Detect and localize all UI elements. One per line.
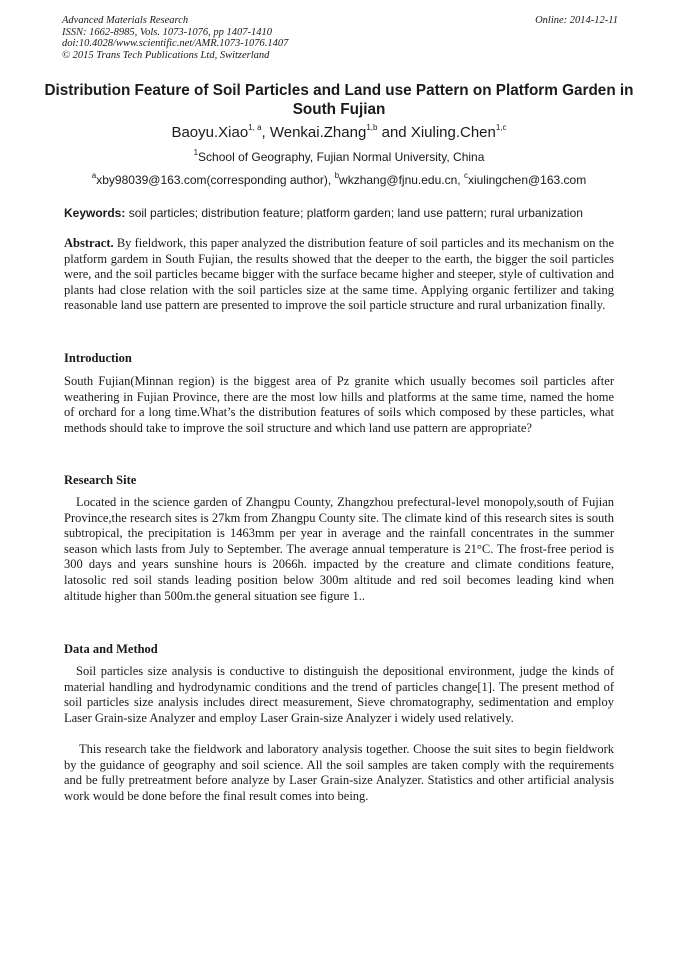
keywords <box>64 206 616 220</box>
affiliation <box>40 150 638 164</box>
data-method-paragraph-2: This research take the fieldwork and laboratory analysis together. Choose the suit sites to begin fieldwork by the guidance of geography and soil science. All the soil samples are taken comply with the requirements and be fully pretreatment before analyze by Laser Grain-size Analyzer. Statistics and other artificial analysis work would be done before the final result comes into being. <box>64 742 614 803</box>
author-name: Wenkai.Zhang <box>269 124 367 141</box>
author-name: Xiuling.Chen <box>410 124 496 141</box>
email-superscript: a <box>91 171 97 180</box>
online-date: Online: 2014-12-11 <box>535 15 618 26</box>
abstract-text: By fieldwork, this paper analyzed the distribution feature of soil particles and its mechanism on the platform gardem in South Fujian, the results showed that the deeper to the earth, the bigger the soil particles were, and the soil particles became bigger with the surface became higher and steeper, style of cultivation and plants had close relation with the soil particles size at the same time. Applying organic fertilizer and taking reasonable land use pattern are presented to improve the soil particle structure and rural urbanization finally. <box>64 236 614 313</box>
author-separator: and <box>377 124 411 141</box>
author-separator: , <box>261 124 270 141</box>
data-method-paragraph-1: Soil particles size analysis is conductive to distinguish the depositional environment, judge the kinds of material handling and hydrodynamic conditions and the trend of particles change[1]. The present method of soil particles size analysis includes direct measurement, Sieve chromatography, sedimentation and employ Laser Grain-size Analyzer and employ Laser Grain-size Analyzer i widely used relatively. <box>64 664 614 725</box>
copyright-line: © 2015 Trans Tech Publications Ltd, Switzerland <box>62 49 270 61</box>
research-site-text: Located in the science garden of Zhangpu County, Zhangzhou prefectural-level monopoly,south of Fujian Province,the research sites is 27km from Zhangpu County site. The climate kind of this research sites is south subtropical, the precipitation is 1463mm per year in average and the rainfall concentrates in the summer season which lasts from July to September. The average annual temperature is 21°C. The frost-free period is 300 days and years sunshine hours is 2066h. impacted by the creature and climate conditions feature, latosolic red soil stands leading position below 300m altitude and red soil becomes leading kind when altitude higher than 500m.the general situation see figure 1.. <box>64 495 614 603</box>
affiliation-superscript: 1 <box>193 148 199 157</box>
author-list <box>40 124 638 141</box>
doi-line: doi:10.4028/www.scientific.net/AMR.1073-1076.1407 <box>62 38 289 50</box>
email-text: xiulingchen@163.com <box>467 173 587 187</box>
abstract <box>64 236 614 314</box>
journal-name: Advanced Materials Research <box>62 15 189 26</box>
introduction-heading: Introduction <box>64 351 132 365</box>
keywords-label: Keywords: <box>64 206 126 220</box>
author-name: Baoyu.Xiao <box>171 124 249 141</box>
issn-line: ISSN: 1662-8985, Vols. 1073-1076, pp 1407-1410 <box>62 26 272 38</box>
author-superscript: 1, a <box>248 123 262 132</box>
journal-header <box>62 15 618 61</box>
data-method-heading: Data and Method <box>64 642 158 656</box>
author-superscript: 1,c <box>495 123 507 132</box>
introduction-text: South Fujian(Minnan region) is the biggest area of Pz granite which usually becomes soil particles after weathering in Fujian Province, there are the most low hills and platforms at the same time, named the home of orchard for a long time.What’s the distribution features of soils which composed by these particles, what methods should take to improve the soil structure and which land use pattern are appropriate? <box>64 374 614 435</box>
email-superscript: b <box>334 171 340 180</box>
author-superscript: 1,b <box>366 123 378 132</box>
research-site-heading: Research Site <box>64 473 137 487</box>
abstract-label: Abstract. <box>64 236 114 250</box>
paper-title: Distribution Feature of Soil Particles and Land use Pattern on Platform Garden in South Fujian <box>44 82 634 118</box>
email-superscript: c <box>463 171 468 180</box>
keywords-text: soil particles; distribution feature; platform garden; land use pattern; rural urbanization <box>125 206 583 220</box>
email-text: xby98039@163.com(corresponding author), <box>96 173 335 187</box>
affiliation-text: School of Geography, Fujian Normal University, China <box>198 150 485 164</box>
author-emails <box>40 173 638 187</box>
email-text: wkzhang@fjnu.edu.cn, <box>339 173 464 187</box>
